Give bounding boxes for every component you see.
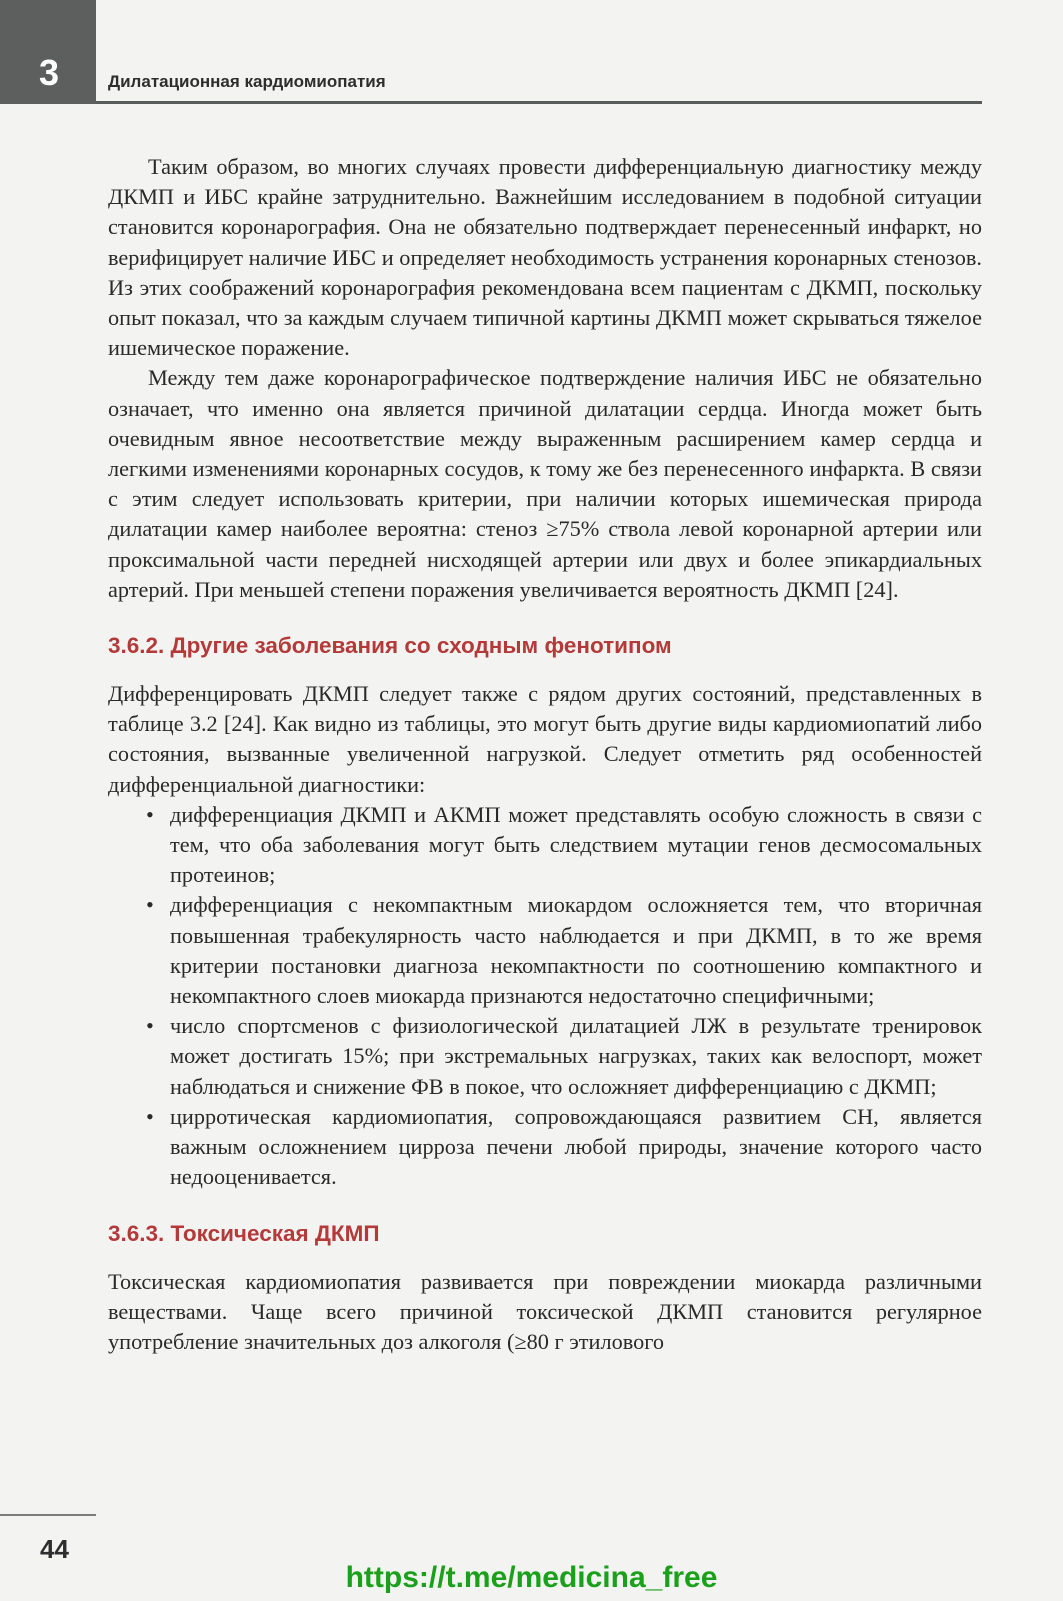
section-heading-3-6-3: 3.6.3. Токсическая ДКМП [108,1220,380,1246]
list-item-text: дифференциация ДКМП и АКМП может представлять особую сложность в связи с тем, что оба заболевания могут быть следствием мутации генов десмосомальных протеинов; [170,801,982,888]
paragraph-1: Таким образом, во многих случаях провести дифференциальную диагностику между ДКМП и ИБС крайне затруднительно. Важнейшим исследованием в подобной ситуации становится коронарография. Она не обязательно подтверждает перенесенный инфаркт, но верифицирует наличие ИБС и определяет необходимость устранения коронарных стенозов. Из этих соображений коронарография рекомендована всем пациентам с ДКМП, поскольку опыт показал, что за каждым случаем типичной картины ДКМП может скрываться тяжелое ишемическое поражение. [108,154,982,361]
list-item [108,890,982,1011]
list-item-text: цирротическая кардиомиопатия, сопровождающаяся развитием СН, является важным осложнением цирроза печени любой природы, значение которого часто недооценивается. [170,1103,982,1190]
footer-divider [0,1514,96,1516]
list-item [108,1102,982,1193]
list-item-text: число спортсменов с физиологической дилатацией ЛЖ в результате тренировок может достигать 15%; при экстремальных нагрузках, таких как велоспорт, может наблюдаться и снижение ФВ в покое, что осложняет дифференциацию с ДКМП; [170,1013,982,1099]
header-divider [96,101,982,104]
list-item [108,1011,982,1102]
section-3-6-2-intro: Дифференцировать ДКМП следует также с рядом других состояний, представленных в таблице 3.2 [24]. Как видно из таблицы, это могут быть другие виды кардиомиопатий либо состояния, вызванные увеличенной нагрузкой. Следует отметить ряд особенностей дифференциальной диагностики: [108,681,982,797]
bullet-icon: • [146,1103,154,1129]
differential-list [108,800,982,1193]
watermark-link[interactable]: https://t.me/medicina_free [345,1561,718,1594]
bullet-icon: • [146,801,154,827]
bullet-icon: • [146,1013,154,1039]
running-title: Дилатационная кардиомиопатия [108,72,386,91]
section-heading-3-6-2: 3.6.2. Другие заболевания со сходным фенотипом [108,633,672,659]
bullet-icon: • [146,892,154,918]
page-number: 44 [40,1534,69,1564]
chapter-number: 3 [38,52,60,93]
paragraph-2: Между тем даже коронарографическое подтверждение наличия ИБС не обязательно означает, что именно она является причиной дилатации сердца. Иногда может быть очевидным явное несоответствие между выраженным расширением камер сердца и легкими изменениями коронарных сосудов, к тому же без перенесенного инфаркта. В связи с этим следует использовать критерии, при наличии которых ишемическая природа дилатации камер наиболее вероятна: стеноз ≥75% ствола левой коронарной артерии или проксимальной части передней нисходящей артерии или двух и более эпикардиальных артерий. При меньшей степени поражения увеличивается вероятность ДКМП [24]. [108,365,982,602]
list-item [108,800,982,891]
list-item-text: дифференциация с некомпактным миокардом осложняется тем, что вторичная повышенная трабекулярность часто наблюдается и при ДКМП, в то же время критерии постановки диагноза некомпактности по соотношению компактного и некомпактного слоев миокарда признаются недостаточно специфичными; [170,892,982,1009]
section-3-6-3-paragraph: Токсическая кардиомиопатия развивается при повреждении миокарда различными веществами. Чаще всего причиной токсической ДКМП становится регулярное употребление значительных доз алкоголя (≥80 г этилового [108,1268,982,1354]
chapter-tab [0,0,96,104]
page-content [108,152,982,1357]
